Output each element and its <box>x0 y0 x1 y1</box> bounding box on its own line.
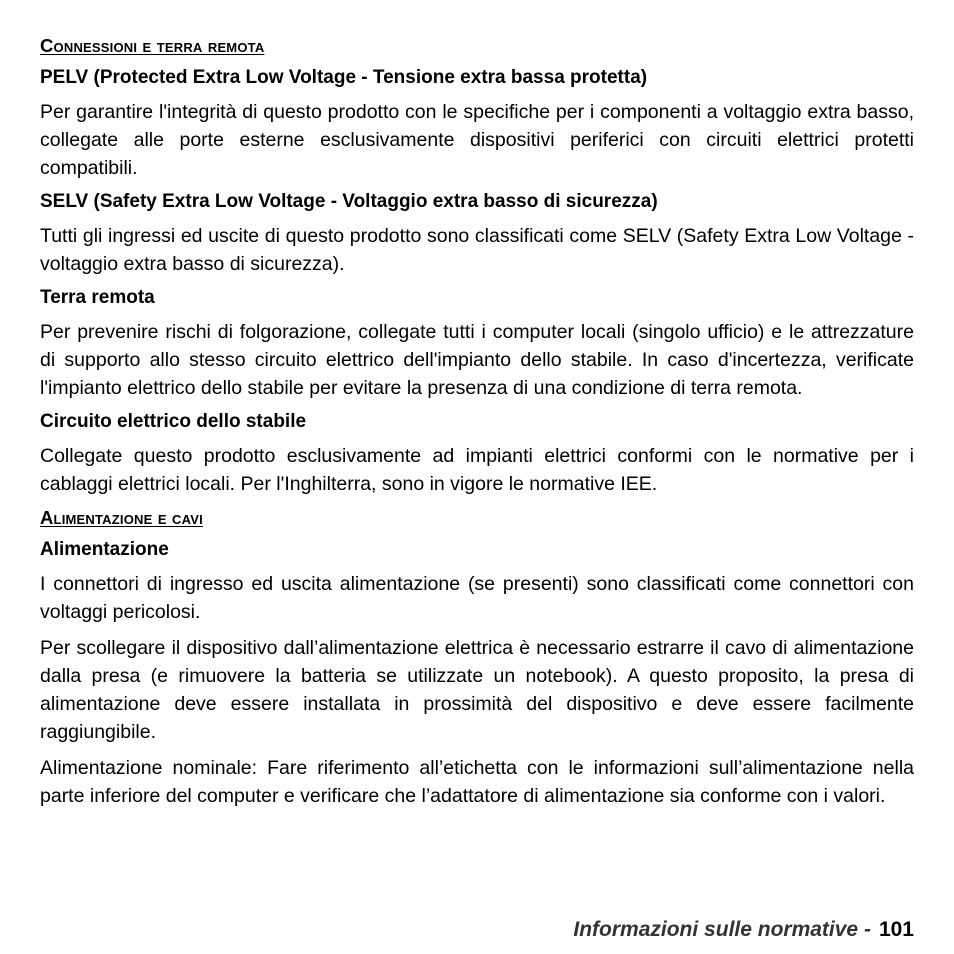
section-title: Connessioni e terra remota <box>40 35 265 56</box>
paragraph-selv: Tutti gli ingressi ed uscite di questo prodotto sono classificati come SELV (Safety Extra Low Voltage - voltaggio extra basso di sicurezza). <box>40 225 914 275</box>
paragraph-pelv: Per garantire l'integrità di questo prodotto con le specifiche per i componenti a voltaggio extra basso, collegate alle porte esterne esclusivamente dispositivi periferici con circuiti elettrici protetti compatibili. <box>40 101 914 179</box>
subheading-pelv: PELV (Protected Extra Low Voltage - Tensione extra bassa protetta) <box>40 67 648 88</box>
paragraph-circuito: Collegate questo prodotto esclusivamente ad impianti elettrici conformi con le normative per i cablaggi elettrici locali. Per l'Inghilterra, sono in vigore le normative IEE. <box>40 445 914 495</box>
paragraph-nominale: Alimentazione nominale: Fare riferimento all’etichetta con le informazioni sull’alimentazione nella parte inferiore del computer e verificare che l’adattatore di alimentazione sia conforme con i valori. <box>40 757 914 807</box>
subheading-circuito: Circuito elettrico dello stabile <box>40 411 307 432</box>
paragraph-terra-remota: Per prevenire rischi di folgorazione, collegate tutti i computer locali (singolo ufficio) e le attrezzature di supporto allo stesso circuito elettrico dell'impianto dello stabile. In caso d'incertezza, verificate l'impianto elettrico dello stabile per evitare la presenza di una condizione di terra remota. <box>40 321 914 399</box>
subheading-terra-remota: Terra remota <box>40 287 155 308</box>
subheading-alimentazione: Alimentazione <box>40 539 169 560</box>
paragraph-scollegare: Per scollegare il dispositivo dall’alimentazione elettrica è necessario estrarre il cavo di alimentazione dalla presa (e rimuovere la batteria se utilizzate un notebook). A questo proposito, la presa di alimentazione deve essere installata in prossimità del dispositivo e deve essere facilmente raggiungibile. <box>40 637 914 743</box>
section-connessioni <box>40 34 914 498</box>
page-number: 101 <box>878 918 914 941</box>
paragraph-connettori: I connettori di ingresso ed uscita alimentazione (se presenti) sono classificati come connettori con voltaggi pericolosi. <box>40 573 914 623</box>
section-alimentazione <box>40 506 914 810</box>
footer-title: Informazioni sulle normative - <box>573 918 871 941</box>
section-title: Alimentazione e cavi <box>40 507 203 528</box>
subheading-selv: SELV (Safety Extra Low Voltage - Voltaggio extra basso di sicurezza) <box>40 191 658 212</box>
page-footer <box>573 913 914 947</box>
document-page <box>40 34 914 818</box>
